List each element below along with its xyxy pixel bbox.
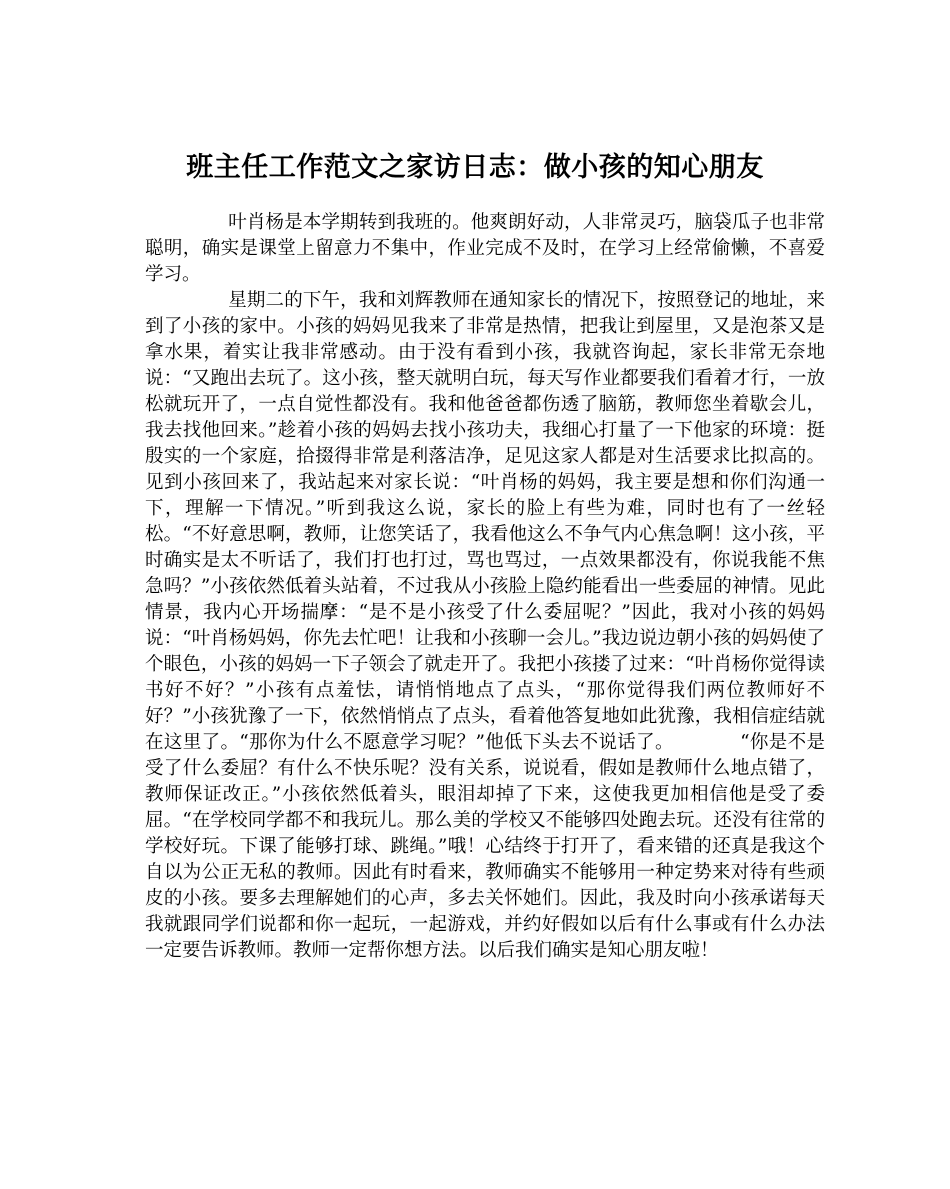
paragraph-visit: 星期二的下午，我和刘辉教师在通知家长的情况下，按照登记的地址，来到了小孩的家中。小孩的妈妈见我来了非常是热情，把我让到屋里，又是泡茶又是拿水果，着实让我非常感动。由于没有看到小孩，我就咨询起，家长非常无奈地说：“又跑出去玩了。这小孩，整天就明白玩，每天写作业都要我们看着才行，一放松就玩开了，一点自觉性都没有。我和他爸爸都伤透了脑筋，教师您坐着歇会儿，我去找他回来。”趁着小孩的妈妈去找小孩功夫，我细心打量了一下他家的环境：挺殷实的一个家庭，拾掇得非常是利落洁净，足见这家人都是对生活要求比拟高的。见到小孩回来了，我站起来对家长说：“叶肖杨的妈妈，我主要是想和你们沟通一下，理解一下情况。”听到我这么说，家长的脸上有些为难，同时也有了一丝轻松。“不好意思啊，教师，让您笑话了，我看他这么不争气内心焦急啊！这小孩，平时确实是太不听话了，我们打也打过，骂也骂过，一点效果都没有，你说我能不焦急吗？”小孩依然低着头站着，不过我从小孩脸上隐约能看出一些委屈的神情。见此情景，我内心开场揣摩：“是不是小孩受了什么委屈呢？”因此，我对小孩的妈妈说：“叶肖杨妈妈，你先去忙吧！让我和小孩聊一会儿。”我边说边朝小孩的妈妈使了个眼色，小孩的妈妈一下子领会了就走开了。我把小孩搂了过来：“叶肖杨你觉得读书好不好？”小孩有点羞怯，请悄悄地点了点头，“那你觉得我们两位教师好不好？”小孩犹豫了一下，依然悄悄点了点头，看着他答复地如此犹豫，我相信症结就在这里了。“那你为什么不愿意学习呢？”他低下头去不说话了。 “你是不是受了什么委屈？有什么不快乐呢？没有关系，说说看，假如是教师什么地点错了，教师保证改正。”小孩依然低着头，眼泪却掉了下来，这使我更加相信他是受了委屈。“在学校同学都不和我玩儿。那么美的学校又不能够四处跑去玩。还没有往常的学校好玩。下课了能够打球、跳绳。”哦！心结终于打开了，看来错的还真是我这个自以为公正无私的教师。因此有时看来，教师确实不能够用一种定势来对待有些顽皮的小孩。要多去理解她们的心声，多去关怀她们。因此，我及时向小孩承诺每天我就跟同学们说都和你一起玩，一起游戏，并约好假如以后有什么事或有什么办法一定要告诉教师。教师一定帮你想方法。以后我们确实是知心朋友啦！: [145, 290, 825, 961]
page-title: 班主任工作范文之家访日志：做小孩的知心朋友: [186, 152, 764, 184]
paragraph-intro: 叶肖杨是本学期转到我班的。他爽朗好动，人非常灵巧，脑袋瓜子也非常聪明，确实是课堂上留意力不集中，作业完成不及时，在学习上经常偷懒，不喜爱学习。: [145, 212, 825, 285]
document-body: [145, 210, 825, 964]
